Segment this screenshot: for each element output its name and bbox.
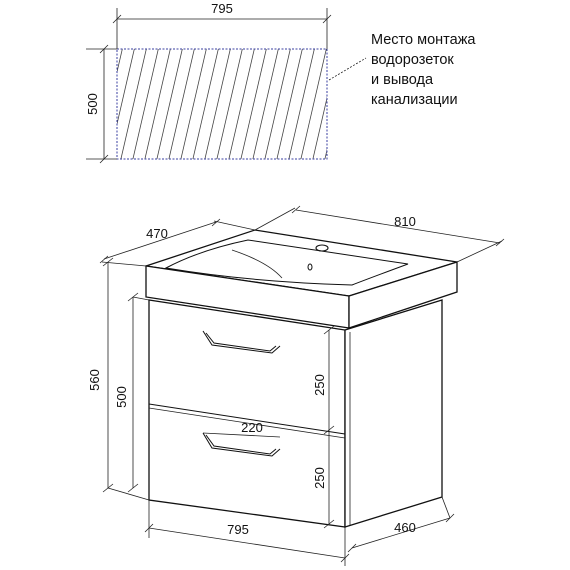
body-depth-label: 460 — [394, 520, 416, 535]
top-drawer-height-label: 250 — [312, 374, 327, 396]
mounting-zone — [85, 1, 476, 176]
top-depth-label: 470 — [146, 226, 168, 241]
note-line-1: Место монтажа — [371, 32, 476, 48]
total-height-label: 560 — [87, 369, 102, 391]
zone-width-dimension — [113, 1, 331, 49]
cabinet-side — [345, 300, 442, 527]
note-line-3: и вывода — [371, 72, 434, 88]
top-width-label: 810 — [394, 214, 416, 229]
total-height-dimension — [87, 258, 149, 500]
zone-width-label: 795 — [211, 1, 233, 16]
mounting-note — [371, 32, 476, 108]
cabinet-front — [149, 300, 345, 527]
note-line-4: канализации — [371, 92, 458, 108]
zone-height-label: 500 — [85, 93, 100, 115]
body-width-label: 795 — [227, 522, 249, 537]
handle-width-label: 220 — [241, 420, 263, 435]
vanity-cabinet — [87, 206, 504, 566]
bottom-drawer-height-label: 250 — [312, 467, 327, 489]
zone-hatching — [93, 46, 351, 176]
note-line-2: водорозеток — [371, 52, 454, 68]
zone-height-dimension — [85, 45, 117, 163]
body-height-label: 500 — [114, 386, 129, 408]
body-height-dimension — [114, 293, 149, 492]
note-leader-line — [329, 58, 366, 80]
